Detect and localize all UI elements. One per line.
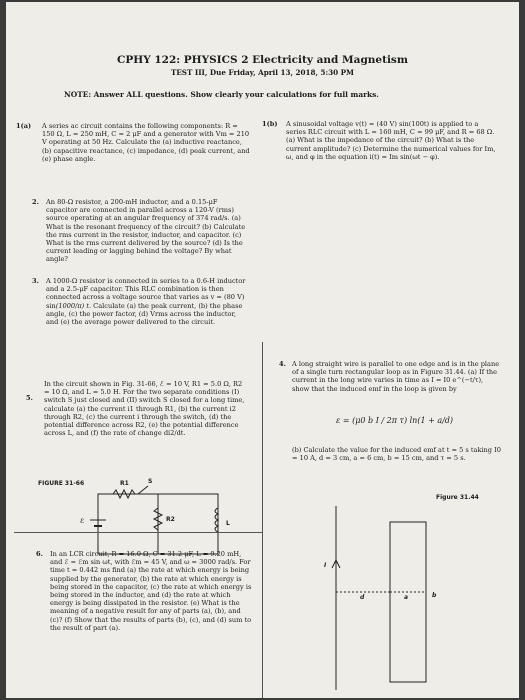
problem-5-number: 5. <box>26 394 33 402</box>
section-divider <box>14 532 262 533</box>
r1-label: R1 <box>120 480 129 487</box>
figure-31-66 <box>28 472 248 562</box>
inductor-label: L <box>226 520 230 527</box>
circuit-diagram <box>28 472 248 562</box>
problem-2-text: An 80-Ω resistor, a 200-mH inductor, and a 0.15-μF capacitor are connected in parallel across a 120-V (rms) source operating at an angular frequency of 374 rad/s. (a) What is the resonant frequency of the circuit? (b) Calculate the rms current in the resistor, inductor, and capacitor. (c) What is the rms current delivered by the source? (d) Is the current leading or lagging behind the voltage? By what angle? <box>46 198 246 264</box>
problem-3-number: 3. <box>32 277 39 285</box>
width-a-label: a <box>404 594 409 601</box>
r2-label: R2 <box>166 516 175 523</box>
problem-4-number: 4. <box>279 360 286 368</box>
problem-3-text: A 1000-Ω resistor is connected in series to a 0.6-H inductor and a 2.5-μF capacitor. This RLC combination is then connected across a voltage source that varies as v = (80 V) sin(1000/π) t. Calculate (a) the peak current, (b) the phase angle, (c) the power factor, (d) Vrms across the inductor, and (e) the average power delivered to the circuit. <box>46 277 246 327</box>
induced-emf-equation: ε = (μ0 b I / 2π τ) ln(1 + a/d) <box>336 416 454 425</box>
problem-2-number: 2. <box>32 198 39 206</box>
problem-4-part-b: (b) Calculate the value for the induced emf at t = 5 s taking I0 = 10 A, d = 3 cm, a = 6 cm, b = 15 cm, and τ = 5 s. <box>292 446 501 463</box>
column-divider <box>262 342 263 698</box>
figure-31-44-label: Figure 31.44 <box>436 494 479 501</box>
page-title: CPHY 122: PHYSICS 2 Electricity and Magnetism <box>117 54 408 66</box>
length-b-label: b <box>432 592 437 599</box>
figure-31-44 <box>306 492 506 692</box>
figure-31-66-label: FIGURE 31-66 <box>38 480 85 487</box>
problem-1b-number: 1(b) <box>262 120 278 128</box>
problem-1a-number: 1(a) <box>16 122 32 130</box>
problem-1a-text: A series ac circuit contains the following components: R = 150 Ω, L = 250 mH, C = 2 μF and a generator with Vm = 210 V operating at 50 Hz. Calculate the (a) inductive reactance, (b) capacitive reactance, (c) impedance, (d) peak current, and (e) phase angle. <box>42 122 250 163</box>
problem-5-text: In the circuit shown in Fig. 31-66, ℰ = 10 V, R1 = 5.0 Ω, R2 = 10 Ω, and L = 5.0 H. For the two separate conditions (I) switch S just closed and (II) switch S closed for a long time, calculate (a) the current i1 through R1, (b) the current i2 through R2, (c) the current i through the switch, (d) the potential difference across R2, (e) the potential difference across L, and (f) the rate of change di2/dt. <box>44 380 245 438</box>
current-label: I <box>324 562 327 569</box>
emf-symbol: ℰ <box>80 518 85 525</box>
switch-label: S <box>148 478 153 485</box>
distance-d-label: d <box>360 594 365 601</box>
problem-1b-text: A sinusoidal voltage v(t) = (40 V) sin(100t) is applied to a series RLC circuit with L = 160 mH, C = 99 μF, and R = 68 Ω. (a) What is the impedance of the circuit? (b) What is the current amplitude? (c) Determine the numerical values for Im, ω, and φ in the equation i(t) = Im sin(ωt − φ). <box>286 120 496 161</box>
exam-sheet <box>6 2 519 698</box>
wire-loop-diagram <box>306 492 506 692</box>
problem-4-text: A long straight wire is parallel to one edge and is in the plane of a single turn rectangular loop as in Figure 31.44. (a) If the current in the long wire varies in time as I = I0 e^(−t/τ), show that the induced emf in the loop is given by <box>292 360 500 393</box>
problem-6-text: In an LCR circuit, R = 16.0 Ω, C = 31.2 μF, L = 9.20 mH, and ℰ = ℰm sin ωt, with ℰm = 45 V, and ω = 3000 rad/s. For time t = 0.442 ms find (a) the rate at which energy is being supplied by the generator, (b) the rate at which energy is being stored in the capacitor, (c) the rate at which energy is being stored in the inductor, and (d) the rate at which energy is being dissipated in the resistor. (e) What is the meaning of a negative result for any of parts (a), (b), and (c)? (f) Show that the results of parts (b), (c), and (d) sum to the result of part (a). <box>50 550 252 632</box>
problem-6-number: 6. <box>36 550 43 558</box>
instructions-note: NOTE: Answer ALL questions. Show clearly your calculations for full marks. <box>64 90 379 99</box>
test-subtitle: TEST III, Due Friday, April 13, 2018, 5:30 PM <box>170 68 355 77</box>
